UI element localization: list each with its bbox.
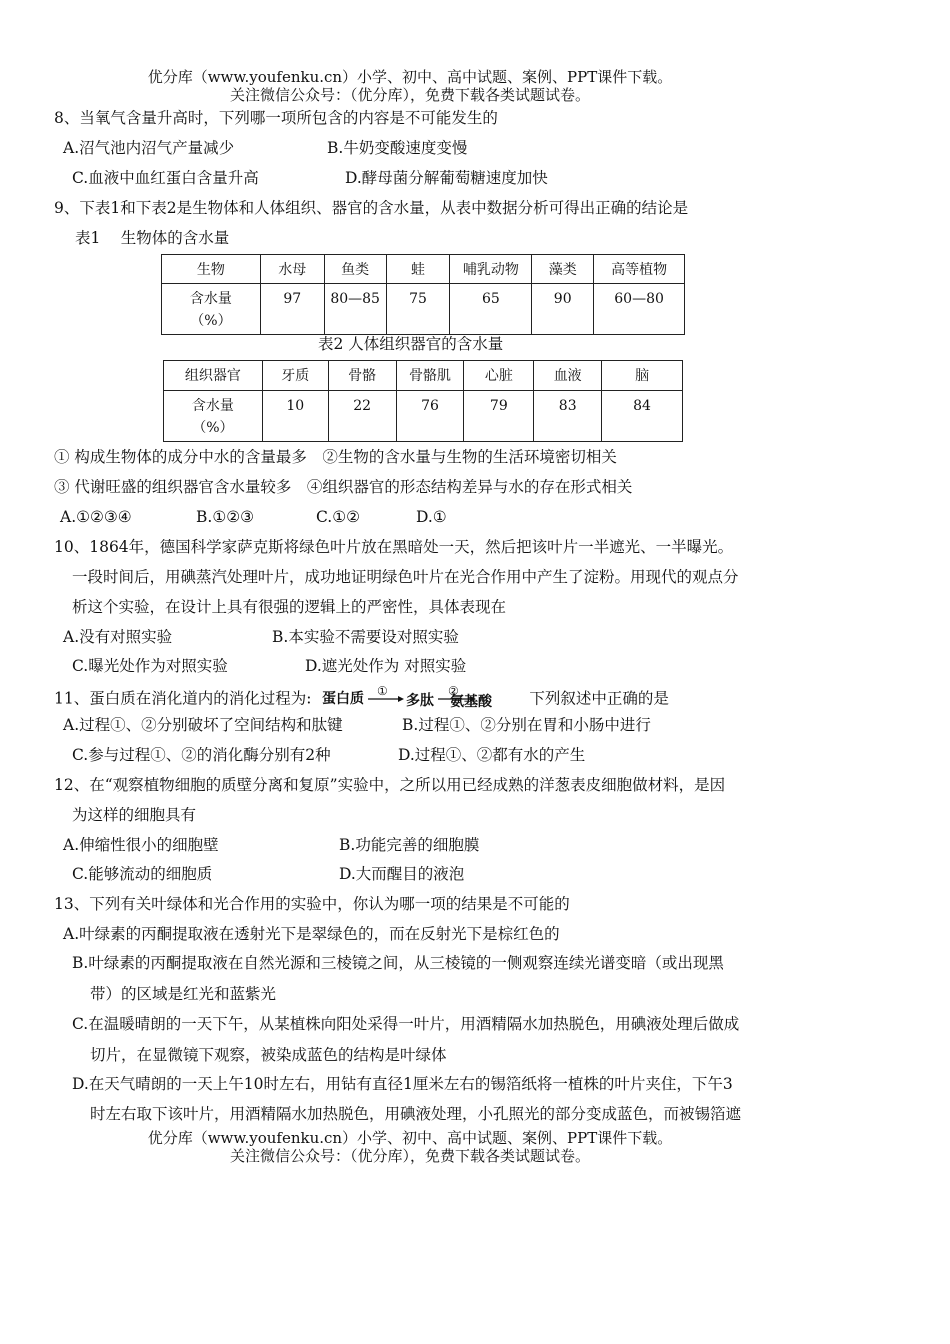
q9-option-a: A.①②③④ [60, 508, 132, 526]
q11-stem-prefix: 11、蛋白质在消化道内的消化过程为: [54, 689, 312, 708]
table2-caption: 表2 人体组织器官的含水量 [318, 335, 504, 353]
table1-value-cell: 80—85 [324, 284, 386, 335]
table1-caption: 表1 生物体的含水量 [75, 229, 230, 247]
q11-option-c: C.参与过程①、②的消化酶分别有2种 [72, 746, 331, 764]
q13-option-d-line-2: 时左右取下该叶片，用酒精隔水加热脱色，用碘液处理，小孔照光的部分变成蓝色，而被锡箔遮 [90, 1105, 742, 1123]
footer-line-1: 优分库（www.youfenku.cn）小学、初中、高中试题、案例、PPT课件下载。 [147, 1129, 673, 1147]
q11-option-a: A.过程①、②分别破坏了空间结构和肽键 [63, 716, 343, 734]
q8-option-b: B.牛奶变酸速度变慢 [327, 139, 468, 157]
table1-header-cell: 水母 [260, 255, 324, 284]
q13-option-b-line-2: 带）的区域是红光和蓝紫光 [90, 985, 277, 1003]
q13-option-b-line-1: B.叶绿素的丙酮提取液在自然光源和三棱镜之间，从三棱镜的一侧观察连续光谱变暗（或出现黑 [72, 954, 724, 972]
table2-water-content-organs [163, 360, 683, 442]
q12-option-a: A.伸缩性很小的细胞壁 [63, 836, 219, 854]
q12-line-2: 为这样的细胞具有 [72, 806, 197, 824]
table1-row-label [162, 284, 261, 335]
q9-option-b: B.①②③ [196, 508, 255, 526]
q12-line-1: 12、在“观察植物细胞的质壁分离和复原”实验中，之所以用已经成熟的洋葱表皮细胞做材料，是因 [54, 776, 726, 794]
table2-header-cell: 骨骼肌 [396, 361, 464, 391]
q11-stem-suffix: 下列叙述中正确的是 [529, 689, 669, 708]
table2-value-row [164, 391, 683, 442]
table1-header-cell: 高等植物 [594, 255, 685, 284]
reaction-step-1: ① [377, 686, 389, 698]
table1-value-cell: 60—80 [594, 284, 685, 335]
table2-value-cell: 22 [328, 391, 396, 442]
q9-option-c: C.①② [316, 508, 361, 526]
table1-header-cell: 鱼类 [324, 255, 386, 284]
table1-header-cell: 哺乳动物 [450, 255, 532, 284]
q8-option-a: A.沼气池内沼气产量减少 [63, 139, 235, 157]
q9-statement-1: ① 构成生物体的成分中水的含量最多 ②生物的含水量与生物的生活环境密切相关 [54, 448, 617, 466]
q12-option-b: B.功能完善的细胞膜 [339, 836, 480, 854]
table1-water-content-organisms [161, 254, 685, 335]
table1-value-cell: 65 [450, 284, 532, 335]
table1-header-row [162, 255, 685, 284]
header-line-2: 关注微信公众号：（优分库），免费下载各类试题试卷。 [229, 86, 590, 104]
table2-header-row [164, 361, 683, 391]
table2-header-cell: 牙质 [262, 361, 328, 391]
table2-row-label [164, 391, 263, 442]
table1-row-label-line2: （%） [190, 313, 232, 329]
q11-option-d: D.过程①、②都有水的产生 [398, 746, 586, 764]
table1-header-cell: 蛙 [386, 255, 450, 284]
q10-line-1: 10、1864年，德国科学家萨克斯将绿色叶片放在黑暗处一天，然后把该叶片一半遮光、一半曝光。 [54, 538, 734, 556]
reaction-intermediate: 多肽 [406, 692, 435, 708]
table2-row-label-line2: （%） [192, 420, 234, 436]
q8-option-d: D.酵母菌分解葡萄糖速度加快 [345, 169, 548, 187]
q11-stem [54, 686, 669, 713]
reaction-arrowhead-1 [398, 696, 404, 702]
table2-row-label-line1: 含水量 [191, 398, 234, 414]
reaction-product: 氨基酸 [450, 693, 493, 708]
q9-statement-2: ③ 代谢旺盛的组织器官含水量较多 ④组织器官的形态结构差异与水的存在形式相关 [54, 478, 633, 496]
table2-value-cell: 10 [262, 391, 328, 442]
table1-value-cell: 90 [532, 284, 594, 335]
q13-stem: 13、下列有关叶绿体和光合作用的实验中，你认为哪一项的结果是不可能的 [54, 895, 570, 913]
table1-value-row [162, 284, 685, 335]
table1-value-cell: 75 [386, 284, 450, 335]
q13-option-c-line-1: C.在温暖晴朗的一天下午，从某植株向阳处采得一叶片，用酒精隔水加热脱色，用碘液处理后做成 [72, 1015, 740, 1033]
table2-value-cell: 76 [396, 391, 464, 442]
table2-header-cell: 脑 [602, 361, 683, 391]
q10-line-2: 一段时间后，用碘蒸汽处理叶片，成功地证明绿色叶片在光合作用中产生了淀粉。用现代的观点分 [72, 568, 739, 586]
q13-option-c-line-2: 切片，在显微镜下观察，被染成蓝色的结构是叶绿体 [90, 1046, 447, 1064]
table2-value-cell: 79 [464, 391, 534, 442]
table1-header-cell: 生物 [162, 255, 261, 284]
table2-value-cell: 84 [602, 391, 683, 442]
q9-stem: 9、下表1和下表2是生物体和人体组织、器官的含水量，从表中数据分析可得出正确的结论是 [54, 199, 689, 217]
reaction-step-2: ② [448, 686, 460, 698]
q8-option-c: C.血液中血红蛋白含量升高 [72, 169, 259, 187]
q13-option-d-line-1: D.在天气晴朗的一天上午10时左右，用钻有直径1厘米左右的锡箔纸将一植株的叶片夹住，下午3 [72, 1075, 733, 1093]
table2-header-cell: 组织器官 [164, 361, 263, 391]
q10-option-c: C.曝光处作为对照实验 [72, 657, 228, 675]
q10-option-d: D.遮光处作为 对照实验 [305, 657, 467, 675]
q11-option-b: B.过程①、②分别在胃和小肠中进行 [402, 716, 651, 734]
q8-stem: 8、当氧气含量升高时，下列哪一项所包含的内容是不可能发生的 [54, 109, 498, 127]
q10-option-b: B.本实验不需要设对照实验 [272, 628, 459, 646]
table2-value-cell: 83 [534, 391, 602, 442]
table1-row-label-line1: 含水量 [189, 291, 232, 307]
table1-header-cell: 藻类 [532, 255, 594, 284]
q13-option-a: A.叶绿素的丙酮提取液在透射光下是翠绿色的，而在反射光下是棕红色的 [63, 925, 560, 943]
table2-header-cell: 骨骼 [328, 361, 396, 391]
table1-value-cell: 97 [260, 284, 324, 335]
reaction-reactant: 蛋白质 [322, 690, 365, 706]
header-line-1: 优分库（www.youfenku.cn）小学、初中、高中试题、案例、PPT课件下载。 [147, 68, 673, 86]
footer-line-2: 关注微信公众号：（优分库），免费下载各类试题试卷。 [229, 1147, 590, 1165]
q10-line-3: 析这个实验，在设计上具有很强的逻辑上的严密性，具体表现在 [72, 598, 507, 616]
table2-header-cell: 血液 [534, 361, 602, 391]
q12-option-d: D.大而醒目的液泡 [339, 865, 465, 883]
table2-header-cell: 心脏 [464, 361, 534, 391]
q9-option-d: D.① [416, 508, 447, 526]
q11-reaction-svg [320, 686, 520, 708]
q12-option-c: C.能够流动的细胞质 [72, 865, 213, 883]
q10-option-a: A.没有对照实验 [63, 628, 173, 646]
q11-reaction-diagram [320, 686, 520, 713]
